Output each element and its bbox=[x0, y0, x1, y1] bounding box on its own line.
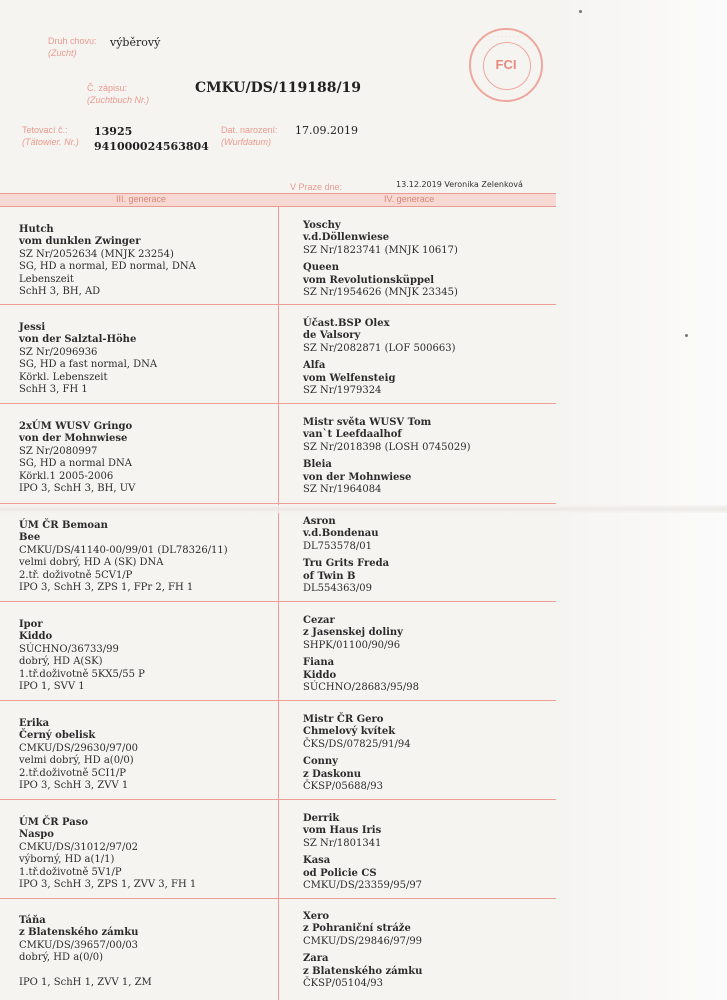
row-divider bbox=[0, 799, 556, 800]
dog-detail: SZ Nr/2052634 (MNJK 23254) bbox=[19, 248, 174, 260]
gen3-entry bbox=[19, 718, 138, 792]
gen3-entry bbox=[19, 224, 196, 298]
dog-detail: výborný, HD a(1/1) bbox=[19, 854, 115, 866]
dog-name: von der Mohnwiese bbox=[303, 471, 412, 483]
dog-detail: SZ Nr/1801341 bbox=[303, 837, 382, 849]
dog-detail: SZ Nr/1823741 (MNJK 10617) bbox=[303, 244, 458, 256]
dog-detail: dobrý, HD A(SK) bbox=[19, 656, 103, 668]
gen4-entry bbox=[303, 615, 419, 694]
column-divider bbox=[278, 206, 279, 1000]
gen4-entry bbox=[303, 714, 411, 793]
stamp-ring: · · · · · · · · · bbox=[488, 34, 524, 40]
row-divider bbox=[0, 304, 556, 305]
dog-name: Queen bbox=[303, 262, 339, 274]
dog-name: Erika bbox=[19, 718, 50, 729]
dog-detail: IPO 3, SchH 3, ZPS 1, FPr 2, FH 1 bbox=[19, 582, 194, 594]
dog-detail: DL753578/01 bbox=[303, 540, 372, 552]
dog-detail: SZ Nr/1954626 (MNJK 23345) bbox=[303, 287, 458, 299]
dog-name: Kasa bbox=[303, 855, 331, 867]
registration-label-cz: Č. zápisu: bbox=[87, 83, 128, 93]
breed-type-value: výběrový bbox=[110, 36, 161, 49]
dog-detail: Körkl.1 2005-2006 bbox=[19, 470, 114, 482]
dog-detail: SG, HD a normal, ED normal, DNA bbox=[19, 261, 196, 273]
dog-detail: ČKSP/05104/93 bbox=[303, 978, 383, 990]
dog-name: 2xÚM WUSV Gringo bbox=[19, 421, 133, 432]
birth-date-label-de: (Wurfdatum) bbox=[221, 137, 272, 147]
dog-name: Derrik bbox=[303, 813, 340, 824]
dog-detail: 1.tř.doživotně 5V1/P bbox=[19, 866, 122, 878]
dog-detail: SG, HD a fast normal, DNA bbox=[19, 359, 158, 371]
dog-name: Mistr světa WUSV Tom bbox=[303, 417, 432, 428]
dog-detail: CMKU/DS/23359/95/97 bbox=[303, 880, 423, 892]
paper-speck bbox=[685, 334, 688, 337]
dog-name: Bee bbox=[19, 532, 41, 544]
dog-name: ÚM ČR Paso bbox=[19, 817, 89, 828]
dog-detail: SchH 3, FH 1 bbox=[19, 384, 88, 396]
gen3-entry bbox=[19, 915, 152, 989]
dog-detail: SZ Nr/2082871 (LOF 500663) bbox=[303, 342, 456, 354]
gen3-entry bbox=[19, 619, 145, 693]
dog-detail: dobrý, HD a(0/0) bbox=[19, 952, 104, 964]
dog-name: Účast.BSP Olex bbox=[303, 318, 390, 329]
generation-3-label: III. generace bbox=[116, 194, 167, 204]
birth-date-value: 17.09.2019 bbox=[295, 124, 358, 137]
dog-name: Zara bbox=[303, 953, 329, 965]
dog-detail: IPO 3, SchH 3, BH, UV bbox=[19, 483, 136, 495]
dog-name: Alfa bbox=[303, 360, 326, 372]
dog-name: Kiddo bbox=[303, 669, 337, 681]
row-divider bbox=[0, 503, 556, 504]
generation-header-bar bbox=[0, 193, 556, 207]
dog-detail: SÚCHNO/36733/99 bbox=[19, 643, 119, 655]
gen4-entry bbox=[303, 220, 458, 299]
chip-number: 941000024563804 bbox=[94, 140, 209, 153]
dog-detail: IPO 3, SchH 3, ZPS 1, ZVV 3, FH 1 bbox=[19, 879, 197, 891]
dog-detail: CMKU/DS/29846/97/99 bbox=[303, 935, 423, 947]
dog-name: Tru Grits Freda bbox=[303, 558, 390, 570]
place-date-signature: 13.12.2019 Veronika Zelenková bbox=[396, 180, 523, 189]
dog-name: v.d.Bondenau bbox=[303, 528, 379, 540]
dog-detail: ČKS/DS/07825/91/94 bbox=[303, 738, 411, 750]
dog-detail: DL554363/09 bbox=[303, 583, 372, 595]
dog-detail: velmi dobrý, HD a(0/0) bbox=[19, 755, 134, 767]
dog-detail: SZ Nr/1964084 bbox=[303, 484, 382, 496]
dog-name: Cezar bbox=[303, 615, 335, 626]
dog-name: vom Revolutionsküppel bbox=[303, 274, 435, 286]
dog-detail: IPO 3, SchH 3, ZVV 1 bbox=[19, 780, 129, 792]
gen3-entry bbox=[19, 322, 157, 396]
dog-detail: SZ Nr/2096936 bbox=[19, 346, 98, 358]
dog-name: Ipor bbox=[19, 619, 43, 630]
registration-label-de: (Zuchtbuch Nr.) bbox=[87, 95, 150, 105]
dog-name: z Blatenského zámku bbox=[303, 965, 423, 977]
tattoo-number: 13925 bbox=[94, 125, 133, 138]
dog-name: Bleia bbox=[303, 459, 332, 471]
dog-detail: 2.tř. doživotně 5CV1/P bbox=[19, 569, 133, 581]
breed-type-label-de: (Zucht) bbox=[48, 48, 77, 58]
dog-name: z Pohraniční stráže bbox=[303, 923, 411, 935]
dog-name: Fiana bbox=[303, 657, 335, 669]
row-divider bbox=[0, 700, 556, 701]
page-margin bbox=[556, 0, 727, 1000]
place-date-label: V Praze dne: bbox=[290, 182, 343, 192]
dog-detail bbox=[19, 965, 152, 977]
registration-label bbox=[87, 82, 149, 106]
dog-detail: IPO 1, SchH 1, ZVV 1, ZM bbox=[19, 977, 152, 989]
dog-name: Kiddo bbox=[19, 631, 53, 643]
dog-name: Černý obelisk bbox=[19, 730, 96, 742]
dog-name: Táňa bbox=[19, 915, 46, 926]
gen4-entry bbox=[303, 516, 389, 595]
birth-date-label-cz: Dat. narození: bbox=[221, 125, 278, 135]
dog-name: von der Mohnwiese bbox=[19, 433, 128, 445]
dog-name: Asron bbox=[303, 516, 336, 527]
dog-name: vom Haus Iris bbox=[303, 825, 382, 837]
row-divider bbox=[0, 898, 556, 899]
dog-name: Jessi bbox=[19, 322, 46, 333]
dog-name: Chmelový kvítek bbox=[303, 726, 396, 738]
birth-date-label bbox=[221, 124, 278, 148]
fci-stamp bbox=[469, 28, 543, 102]
dog-name: Xero bbox=[303, 911, 330, 922]
dog-detail: CMKU/DS/29630/97/00 bbox=[19, 742, 139, 754]
registration-number: CMKU/DS/119188/19 bbox=[195, 80, 362, 96]
dog-detail: velmi dobrý, HD A (SK) DNA bbox=[19, 557, 164, 569]
gen4-entry bbox=[303, 417, 471, 496]
dog-detail: SZ Nr/2018398 (LOSH 0745029) bbox=[303, 441, 471, 453]
dog-detail: CMKU/DS/41140-00/99/01 (DL78326/11) bbox=[19, 544, 228, 556]
dog-name: Hutch bbox=[19, 224, 54, 235]
breed-type-label bbox=[48, 35, 97, 59]
dog-name: Conny bbox=[303, 756, 338, 768]
dog-detail: Lebenszeit bbox=[19, 273, 74, 285]
dog-detail: IPO 1, SVV 1 bbox=[19, 681, 85, 693]
dog-detail: SZ Nr/2080997 bbox=[19, 445, 98, 457]
dog-detail: SZ Nr/1979324 bbox=[303, 385, 382, 397]
dog-name: Mistr ČR Gero bbox=[303, 714, 384, 725]
dog-name: van`t Leefdaalhof bbox=[303, 429, 402, 441]
dog-detail: Körkl. Lebenszeit bbox=[19, 371, 108, 383]
dog-detail: SG, HD a normal DNA bbox=[19, 458, 132, 470]
dog-detail: CMKU/DS/31012/97/02 bbox=[19, 841, 139, 853]
dog-name: z Daskonu bbox=[303, 768, 362, 780]
dog-detail: ČKSP/05688/93 bbox=[303, 781, 383, 793]
dog-name: v.d.Döllenwiese bbox=[303, 232, 390, 244]
gen4-entry bbox=[303, 813, 422, 892]
breed-type-label-cz: Druh chovu: bbox=[48, 36, 97, 46]
dog-name: od Policie CS bbox=[303, 867, 377, 879]
dog-detail: CMKU/DS/39657/00/03 bbox=[19, 939, 139, 951]
tattoo-label-cz: Tetovací č.: bbox=[22, 125, 68, 135]
dog-detail: SHPK/01100/90/96 bbox=[303, 639, 401, 651]
dog-name: vom dunklen Zwinger bbox=[19, 236, 141, 248]
dog-name: de Valsory bbox=[303, 330, 361, 342]
dog-name: vom Welfensteig bbox=[303, 372, 396, 384]
fci-logo-text: FCI bbox=[495, 57, 517, 72]
gen4-entry bbox=[303, 911, 422, 990]
tattoo-label bbox=[22, 124, 79, 148]
paper-fold bbox=[0, 505, 727, 513]
row-divider bbox=[0, 403, 556, 404]
gen3-entry bbox=[19, 520, 228, 594]
gen4-entry bbox=[303, 318, 456, 397]
dog-detail: 1.tř.doživotně 5KX5/55 P bbox=[19, 668, 145, 680]
dog-name: von der Salztal-Höhe bbox=[19, 334, 137, 346]
generation-4-label: IV. generace bbox=[384, 194, 435, 204]
dog-name: ÚM ČR Bemoan bbox=[19, 520, 108, 531]
dog-name: Yoschy bbox=[303, 220, 341, 231]
gen3-entry bbox=[19, 421, 135, 495]
dog-name: of Twin B bbox=[303, 570, 356, 582]
dog-detail: 2.tř.doživotně 5CI1/P bbox=[19, 767, 126, 779]
dog-detail: SchH 3, BH, AD bbox=[19, 286, 101, 298]
dog-name: z Jasenskej doliny bbox=[303, 627, 403, 639]
gen3-entry bbox=[19, 817, 196, 891]
paper-speck bbox=[579, 10, 582, 13]
dog-detail: SÚCHNO/28683/95/98 bbox=[303, 682, 419, 694]
row-divider bbox=[0, 601, 556, 602]
tattoo-label-de: (Tätowier. Nr.) bbox=[22, 137, 79, 147]
dog-name: z Blatenského zámku bbox=[19, 927, 139, 939]
dog-name: Naspo bbox=[19, 829, 54, 841]
